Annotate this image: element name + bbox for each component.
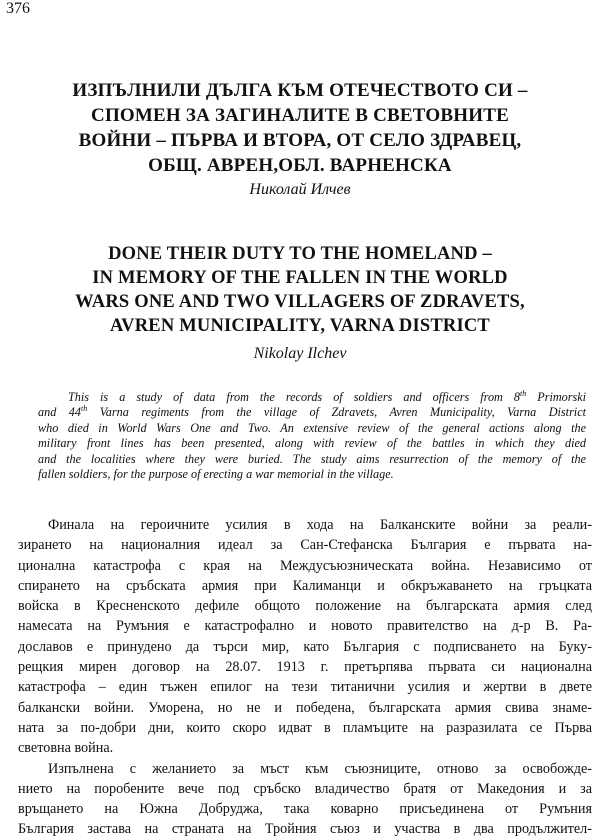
body-line: спирането на сръбската армия при Калиманци и обкръжаването на гръцката xyxy=(18,577,592,594)
body-line: зирането на националния идеал за Сан-Стефанска България е първата на- xyxy=(18,537,592,554)
title-bg-line: ВОЙНИ – ПЪРВА И ВТОРА, ОТ СЕЛО ЗДРАВЕЦ, xyxy=(78,130,522,151)
title-en-line: IN MEMORY OF THE FALLEN IN THE WORLD xyxy=(92,268,508,288)
author-bulgarian: Николай Илчев xyxy=(249,181,351,198)
body-line: връщането на Южна Добруджа, така коварно присъединена от Румъния xyxy=(18,801,592,818)
body-line: катастрофа – един тъжен епилог на тези титанични усилия и жертви в двете xyxy=(18,679,592,696)
page-number: 376 xyxy=(6,0,30,17)
body-line: ционална катастрофа с края на Междусъюзническата война. Независимо от xyxy=(18,557,592,574)
body-line: България застава на страната на Тройния съюз и участва в два продължител- xyxy=(18,821,592,838)
title-en-line: AVREN MUNICIPALITY, VARNA DISTRICT xyxy=(110,316,490,336)
article-title-bulgarian xyxy=(20,78,580,178)
abstract-line: and 44th Varna regiments from the village of Zdravets, Avren Municipality, Varna District xyxy=(38,404,586,420)
body-line: Изпълнена с желанието за мъст към съюзниците, отново за освобожде- xyxy=(48,760,592,777)
body-line: рещкия мирен договор на 28.07. 1913 г. претърпява първата си национална xyxy=(18,659,592,676)
abstract-line: This is a study of data from the records of soldiers and officers from 8th Primorski xyxy=(68,388,587,404)
abstract-line: fallen soldiers, for the purpose of erecting a war memorial in the village. xyxy=(38,467,394,482)
body-line: войска в Кресненското дефиле общото положение на българската армия след xyxy=(18,598,592,615)
article-title-english xyxy=(20,242,580,338)
title-en-line: WARS ONE AND TWO VILLAGERS OF ZDRAVETS, xyxy=(75,292,525,312)
abstract-line: and the localities where they were buried. The study aims resurrection of the memory of the xyxy=(38,451,586,466)
body-line: балкански войни. Уморена, но не и победена, българската армия свива знаме- xyxy=(18,699,592,716)
body-line: световна война. xyxy=(18,740,114,757)
title-en-line: DONE THEIR DUTY TO THE HOMELAND – xyxy=(108,244,492,264)
body-line: дославов е принудено да търси мир, като България с подписването на Буку- xyxy=(18,638,592,655)
abstract-line: military front lines has been presented, along with review of the battles in which they died xyxy=(38,436,586,451)
abstract-line: who died in World Wars One and Two. An extensive review of the general actions along the xyxy=(38,420,586,435)
title-bg-line: СПОМЕН ЗА ЗАГИНАЛИТЕ В СВЕТОВНИТЕ xyxy=(91,105,509,126)
author-english: Nikolay Ilchev xyxy=(253,345,347,362)
body-line: ната за по-добри дни, които скоро идват в пламъците на разразилата се Първа xyxy=(18,719,592,736)
title-bg-line: ИЗПЪЛНИЛИ ДЪЛГА КЪМ ОТЕЧЕСТВОТО СИ – xyxy=(72,80,528,101)
abstract xyxy=(38,390,586,482)
title-bg-line: ОБЩ. АВРЕН,ОБЛ. ВАРНЕНСКА xyxy=(148,155,452,176)
body-line: нието на поробените вече под сръбско владичество братя от Македония и за xyxy=(18,780,592,797)
body-line: намесата на Румъния е катастрофално и новото правителство на д-р В. Ра- xyxy=(18,618,592,635)
body-line: Финала на героичните усилия в хода на Балканските войни за реали- xyxy=(48,517,592,533)
body-text xyxy=(18,515,592,840)
